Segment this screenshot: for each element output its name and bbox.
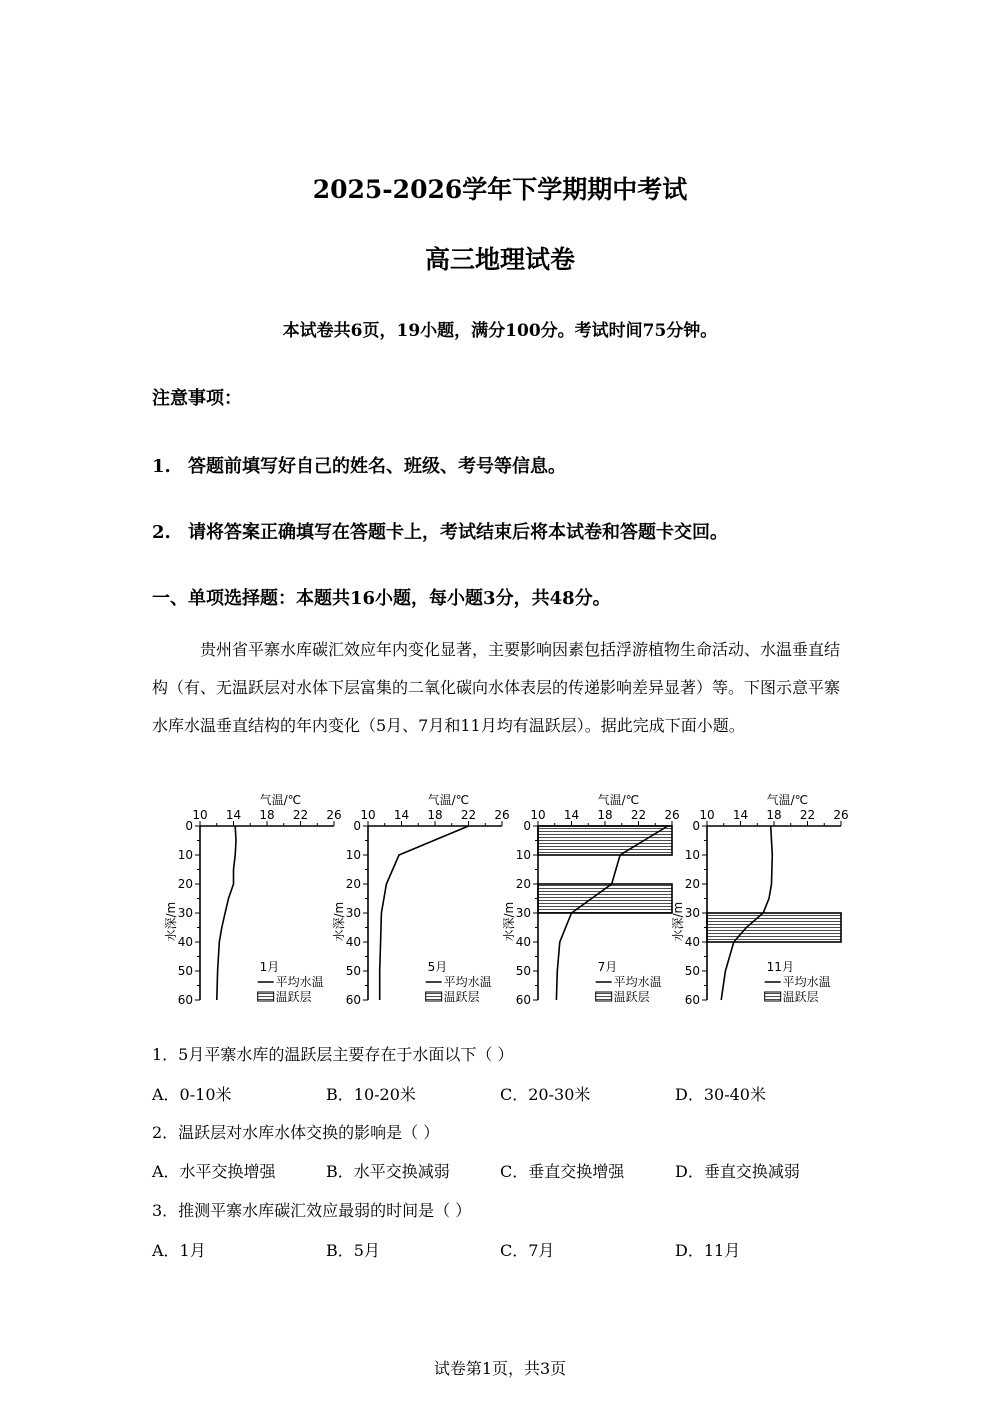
y-tick-label: 60 bbox=[684, 993, 700, 1007]
option-c[interactable]: C．7月 bbox=[500, 1241, 555, 1260]
legend-line-label: 平均水温 bbox=[613, 975, 662, 989]
x-tick-label: 14 bbox=[225, 808, 242, 822]
y-tick-label: 50 bbox=[515, 964, 531, 978]
question-stem: 3．推测平寨水库碳汇效应最弱的时间是（ ） bbox=[152, 1201, 472, 1220]
y-tick-label: 30 bbox=[345, 906, 361, 920]
option-d[interactable]: D．11月 bbox=[675, 1241, 741, 1260]
y-tick-label: 20 bbox=[177, 877, 193, 891]
x-tick-label: 10 bbox=[360, 808, 376, 822]
x-tick-label: 26 bbox=[664, 808, 680, 822]
y-tick-label: 50 bbox=[345, 964, 361, 978]
x-tick-label: 14 bbox=[732, 808, 749, 822]
option-a[interactable]: A．水平交换增强 bbox=[152, 1162, 276, 1181]
x-axis-title: 气温/℃ bbox=[597, 793, 640, 807]
y-tick-label: 60 bbox=[515, 993, 531, 1007]
x-tick-label: 14 bbox=[393, 808, 410, 822]
x-tick-label: 18 bbox=[597, 808, 613, 822]
thermocline-box bbox=[538, 826, 672, 855]
x-axis-title: 气温/℃ bbox=[766, 793, 809, 807]
legend-box-label: 温跃层 bbox=[275, 990, 312, 1004]
y-tick-label: 40 bbox=[684, 935, 700, 949]
option-a[interactable]: A．0-10米 bbox=[152, 1085, 232, 1104]
y-tick-label: 0 bbox=[353, 819, 361, 833]
month-label: 11月 bbox=[766, 960, 794, 974]
exam-subtitle: 高三地理试卷 bbox=[424, 245, 575, 274]
mean-water-temperature-line bbox=[380, 826, 469, 1000]
passage bbox=[152, 631, 842, 745]
option-c[interactable]: C．垂直交换增强 bbox=[500, 1162, 625, 1181]
y-tick-label: 40 bbox=[177, 935, 193, 949]
notice-item-number: 1. bbox=[152, 456, 171, 477]
thermocline-box bbox=[707, 913, 841, 942]
y-tick-label: 10 bbox=[177, 848, 193, 862]
x-tick-label: 10 bbox=[699, 808, 715, 822]
question-stem: 1．5月平寨水库的温跃层主要存在于水面以下（ ） bbox=[152, 1045, 514, 1064]
notice-item-text: 请将答案正确填写在答题卡上，考试结束后将本试卷和答题卡交回。 bbox=[188, 522, 728, 543]
notice-heading: 注意事项： bbox=[152, 388, 242, 409]
x-tick-label: 10 bbox=[192, 808, 208, 822]
question-stem: 2．温跃层对水库水体交换的影响是（ ） bbox=[152, 1123, 440, 1142]
notice-item bbox=[152, 452, 566, 478]
y-tick-label: 20 bbox=[515, 877, 531, 891]
temperature-depth-figure bbox=[160, 788, 850, 1013]
x-tick-label: 14 bbox=[563, 808, 580, 822]
section-heading: 一、单项选择题：本题共16小题，每小题3分，共48分。 bbox=[152, 588, 611, 609]
x-tick-label: 18 bbox=[259, 808, 275, 822]
x-tick-label: 22 bbox=[460, 808, 477, 822]
y-tick-label: 40 bbox=[515, 935, 531, 949]
legend-box-label: 温跃层 bbox=[613, 990, 650, 1004]
month-label: 1月 bbox=[259, 960, 280, 974]
legend-line-label: 平均水温 bbox=[275, 975, 324, 989]
option-d[interactable]: D．30-40米 bbox=[675, 1085, 766, 1104]
option-c[interactable]: C．20-30米 bbox=[500, 1085, 591, 1104]
y-tick-label: 0 bbox=[185, 819, 193, 833]
page-footer: 试卷第1页，共3页 bbox=[433, 1359, 567, 1378]
y-tick-label: 20 bbox=[345, 877, 361, 891]
option-a[interactable]: A．1月 bbox=[152, 1241, 206, 1260]
x-tick-label: 26 bbox=[494, 808, 510, 822]
notice-item bbox=[152, 518, 728, 544]
x-tick-label: 18 bbox=[427, 808, 443, 822]
passage-text: 贵州省平寨水库碳汇效应年内变化显著，主要影响因素包括浮游植物生命活动、水温垂直结构（有、无温跃层对水体下层富集的二氧化碳向水体表层的传递影响差异显著）等。下图示意平寨水库水温垂直结构的年内变化（5月、7月和11月均有温跃层）。据此完成下面小题。 bbox=[152, 640, 841, 735]
month-label: 5月 bbox=[427, 960, 448, 974]
x-tick-label: 26 bbox=[833, 808, 849, 822]
chart-panel bbox=[501, 792, 680, 1007]
legend-line-label: 平均水温 bbox=[782, 975, 831, 989]
option-b[interactable]: B．5月 bbox=[326, 1241, 380, 1260]
exam-title: 2025-2026学年下学期期中考试 bbox=[312, 175, 688, 204]
legend-box-swatch bbox=[596, 992, 612, 1001]
y-tick-label: 40 bbox=[345, 935, 361, 949]
mean-water-temperature-line bbox=[217, 826, 236, 1000]
chart-panel bbox=[331, 792, 510, 1007]
y-tick-label: 30 bbox=[515, 906, 531, 920]
legend-box-swatch bbox=[258, 992, 274, 1001]
y-tick-label: 50 bbox=[177, 964, 193, 978]
y-tick-label: 20 bbox=[684, 877, 700, 891]
exam-intro: 本试卷共6页，19小题，满分100分。考试时间75分钟。 bbox=[282, 321, 718, 341]
legend-box-label: 温跃层 bbox=[443, 990, 480, 1004]
month-label: 7月 bbox=[597, 960, 618, 974]
x-axis-title: 气温/℃ bbox=[427, 793, 470, 807]
legend-box-swatch bbox=[765, 992, 781, 1001]
y-tick-label: 0 bbox=[523, 819, 531, 833]
x-tick-label: 22 bbox=[630, 808, 647, 822]
x-tick-label: 18 bbox=[766, 808, 782, 822]
chart-panel bbox=[670, 792, 849, 1007]
option-b[interactable]: B．10-20米 bbox=[326, 1085, 416, 1104]
x-tick-label: 22 bbox=[292, 808, 309, 822]
y-tick-label: 50 bbox=[684, 964, 700, 978]
y-axis-title: 水深/m bbox=[502, 901, 516, 942]
option-d[interactable]: D．垂直交换减弱 bbox=[675, 1162, 800, 1181]
y-tick-label: 60 bbox=[177, 993, 193, 1007]
notice-item-text: 答题前填写好自己的姓名、班级、考号等信息。 bbox=[188, 456, 566, 477]
x-tick-label: 26 bbox=[326, 808, 342, 822]
y-tick-label: 30 bbox=[684, 906, 700, 920]
option-b[interactable]: B．水平交换减弱 bbox=[326, 1162, 450, 1181]
y-axis-title: 水深/m bbox=[164, 901, 178, 942]
y-tick-label: 10 bbox=[345, 848, 361, 862]
x-axis-title: 气温/℃ bbox=[259, 793, 302, 807]
x-tick-label: 10 bbox=[530, 808, 546, 822]
y-tick-label: 10 bbox=[684, 848, 700, 862]
y-tick-label: 10 bbox=[515, 848, 531, 862]
y-axis-title: 水深/m bbox=[332, 901, 346, 942]
notice-item-number: 2. bbox=[152, 522, 171, 543]
legend-line-label: 平均水温 bbox=[443, 975, 492, 989]
y-tick-label: 30 bbox=[177, 906, 193, 920]
chart-panel bbox=[163, 792, 342, 1007]
y-axis-title: 水深/m bbox=[671, 901, 685, 942]
y-tick-label: 0 bbox=[692, 819, 700, 833]
x-tick-label: 22 bbox=[799, 808, 816, 822]
legend-box-swatch bbox=[426, 992, 442, 1001]
legend-box-label: 温跃层 bbox=[782, 990, 819, 1004]
y-tick-label: 60 bbox=[345, 993, 361, 1007]
